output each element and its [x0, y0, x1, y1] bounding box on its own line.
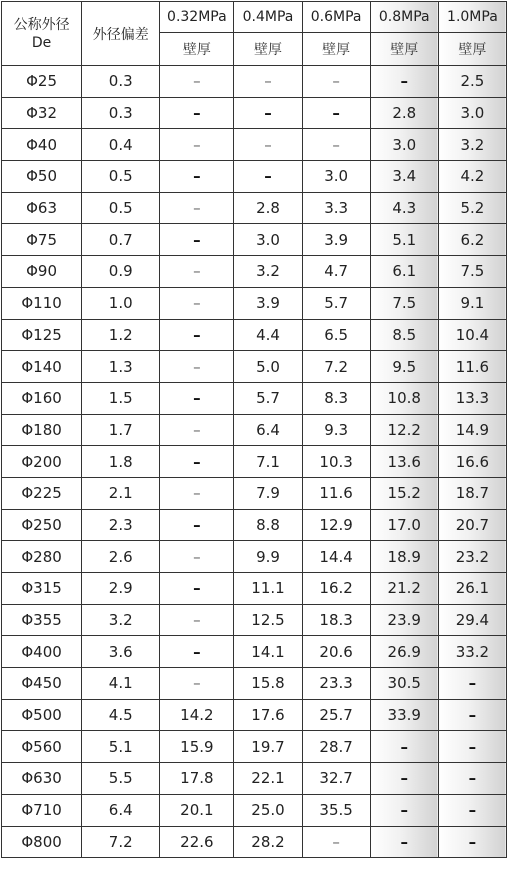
wall-thickness-cell: – [438, 763, 506, 795]
wall-thickness-cell: 15.2 [370, 477, 438, 509]
wall-thickness-cell: 2.8 [370, 97, 438, 129]
wall-thickness-cell: 11.6 [438, 351, 506, 383]
nominal-diameter-cell: Φ25 [2, 66, 82, 98]
tolerance-cell: 5.5 [82, 763, 160, 795]
wall-thickness-cell: 9.9 [234, 541, 302, 573]
header-pressure-0-8: 0.8MPa [370, 2, 438, 33]
wall-thickness-cell: 5.1 [370, 224, 438, 256]
wall-thickness-cell: 13.3 [438, 382, 506, 414]
wall-thickness-cell: – [302, 97, 370, 129]
wall-thickness-cell: – [234, 161, 302, 193]
header-wall-thickness: 壁厚 [234, 33, 302, 66]
wall-thickness-cell: 10.3 [302, 446, 370, 478]
wall-thickness-cell: 26.1 [438, 573, 506, 605]
nominal-diameter-cell: Φ400 [2, 636, 82, 668]
wall-thickness-cell: 6.4 [234, 414, 302, 446]
wall-thickness-cell: – [160, 636, 234, 668]
wall-thickness-cell: 28.2 [234, 826, 302, 858]
table-row [2, 794, 507, 826]
wall-thickness-cell: 10.4 [438, 319, 506, 351]
table-row [2, 97, 507, 129]
wall-thickness-cell: 33.9 [370, 699, 438, 731]
nominal-diameter-cell: Φ315 [2, 573, 82, 605]
wall-thickness-cell: – [160, 97, 234, 129]
tolerance-cell: 1.7 [82, 414, 160, 446]
wall-thickness-cell: 18.9 [370, 541, 438, 573]
tolerance-cell: 5.1 [82, 731, 160, 763]
tolerance-cell: 0.7 [82, 224, 160, 256]
table-row [2, 604, 507, 636]
tolerance-cell: 1.5 [82, 382, 160, 414]
wall-thickness-cell: – [302, 129, 370, 161]
wall-thickness-cell: 14.2 [160, 699, 234, 731]
wall-thickness-cell: 11.1 [234, 573, 302, 605]
table-row [2, 256, 507, 288]
wall-thickness-cell: 5.2 [438, 192, 506, 224]
wall-thickness-cell: 7.5 [370, 287, 438, 319]
wall-thickness-cell: 20.1 [160, 794, 234, 826]
wall-thickness-cell: – [438, 826, 506, 858]
wall-thickness-cell: 14.9 [438, 414, 506, 446]
wall-thickness-cell: – [160, 192, 234, 224]
nominal-diameter-cell: Φ280 [2, 541, 82, 573]
nominal-diameter-cell: Φ630 [2, 763, 82, 795]
wall-thickness-cell: 4.3 [370, 192, 438, 224]
tolerance-cell: 0.5 [82, 192, 160, 224]
tolerance-cell: 4.5 [82, 699, 160, 731]
wall-thickness-cell: – [160, 573, 234, 605]
table-row [2, 636, 507, 668]
wall-thickness-cell: 10.8 [370, 382, 438, 414]
wall-thickness-cell: 29.4 [438, 604, 506, 636]
table-row [2, 477, 507, 509]
tolerance-cell: 0.5 [82, 161, 160, 193]
table-row [2, 763, 507, 795]
wall-thickness-cell: 18.7 [438, 477, 506, 509]
wall-thickness-cell: 23.3 [302, 668, 370, 700]
wall-thickness-cell: 5.7 [302, 287, 370, 319]
nominal-diameter-cell: Φ200 [2, 446, 82, 478]
wall-thickness-cell: 9.3 [302, 414, 370, 446]
table-row [2, 382, 507, 414]
tolerance-cell: 0.3 [82, 97, 160, 129]
wall-thickness-cell: – [234, 66, 302, 98]
table-row [2, 161, 507, 193]
wall-thickness-cell: 2.5 [438, 66, 506, 98]
wall-thickness-cell: 17.8 [160, 763, 234, 795]
table-row [2, 224, 507, 256]
header-wall-thickness: 壁厚 [160, 33, 234, 66]
wall-thickness-cell: 22.1 [234, 763, 302, 795]
wall-thickness-cell: 3.2 [438, 129, 506, 161]
wall-thickness-cell: – [438, 731, 506, 763]
wall-thickness-cell: – [160, 351, 234, 383]
nominal-diameter-cell: Φ32 [2, 97, 82, 129]
wall-thickness-cell: 17.0 [370, 509, 438, 541]
header-nominal-diameter [2, 2, 82, 66]
nominal-diameter-cell: Φ560 [2, 731, 82, 763]
header-pressure-0-6: 0.6MPa [302, 2, 370, 33]
wall-thickness-cell: – [370, 826, 438, 858]
wall-thickness-cell: – [370, 731, 438, 763]
wall-thickness-cell: 13.6 [370, 446, 438, 478]
table-row [2, 351, 507, 383]
wall-thickness-cell: 16.2 [302, 573, 370, 605]
nominal-diameter-cell: Φ75 [2, 224, 82, 256]
nominal-diameter-cell: Φ180 [2, 414, 82, 446]
wall-thickness-cell: – [160, 382, 234, 414]
table-row [2, 319, 507, 351]
wall-thickness-cell: 3.9 [234, 287, 302, 319]
wall-thickness-cell: 32.7 [302, 763, 370, 795]
header-wall-thickness: 壁厚 [438, 33, 506, 66]
tolerance-cell: 6.4 [82, 794, 160, 826]
wall-thickness-cell: 25.0 [234, 794, 302, 826]
nominal-diameter-cell: Φ90 [2, 256, 82, 288]
header-wall-thickness: 壁厚 [370, 33, 438, 66]
wall-thickness-cell: – [370, 763, 438, 795]
wall-thickness-cell: – [160, 319, 234, 351]
wall-thickness-cell: 3.0 [370, 129, 438, 161]
wall-thickness-cell: 12.5 [234, 604, 302, 636]
table-row [2, 414, 507, 446]
wall-thickness-cell: – [302, 66, 370, 98]
wall-thickness-cell: 26.9 [370, 636, 438, 668]
wall-thickness-cell: 5.0 [234, 351, 302, 383]
wall-thickness-cell: – [438, 668, 506, 700]
nominal-diameter-cell: Φ63 [2, 192, 82, 224]
wall-thickness-cell: – [160, 509, 234, 541]
table-row [2, 731, 507, 763]
table-row [2, 446, 507, 478]
wall-thickness-cell: 19.7 [234, 731, 302, 763]
tolerance-cell: 2.9 [82, 573, 160, 605]
wall-thickness-cell: 23.2 [438, 541, 506, 573]
wall-thickness-cell: 12.9 [302, 509, 370, 541]
table-row [2, 287, 507, 319]
nominal-diameter-cell: Φ450 [2, 668, 82, 700]
wall-thickness-cell: 8.8 [234, 509, 302, 541]
wall-thickness-cell: 11.6 [302, 477, 370, 509]
nominal-diameter-cell: Φ160 [2, 382, 82, 414]
wall-thickness-cell: – [160, 668, 234, 700]
wall-thickness-cell: 9.1 [438, 287, 506, 319]
pipe-spec-table [1, 1, 507, 858]
tolerance-cell: 0.9 [82, 256, 160, 288]
wall-thickness-cell: 3.3 [302, 192, 370, 224]
wall-thickness-cell: 9.5 [370, 351, 438, 383]
wall-thickness-cell: 6.1 [370, 256, 438, 288]
wall-thickness-cell: 2.8 [234, 192, 302, 224]
wall-thickness-cell: 23.9 [370, 604, 438, 636]
header-wall-thickness: 壁厚 [302, 33, 370, 66]
header-pressure-0-32: 0.32MPa [160, 2, 234, 33]
wall-thickness-cell: 14.4 [302, 541, 370, 573]
header-nominal-diameter-cn: 公称外径 [13, 16, 70, 33]
tolerance-cell: 0.3 [82, 66, 160, 98]
nominal-diameter-cell: Φ500 [2, 699, 82, 731]
wall-thickness-cell: 3.0 [438, 97, 506, 129]
nominal-diameter-cell: Φ40 [2, 129, 82, 161]
table-row [2, 129, 507, 161]
wall-thickness-cell: – [234, 97, 302, 129]
wall-thickness-cell: 18.3 [302, 604, 370, 636]
table-row [2, 66, 507, 98]
tolerance-cell: 4.1 [82, 668, 160, 700]
tolerance-cell: 1.2 [82, 319, 160, 351]
wall-thickness-cell: 3.4 [370, 161, 438, 193]
tolerance-cell: 1.8 [82, 446, 160, 478]
wall-thickness-cell: – [438, 794, 506, 826]
wall-thickness-cell: – [160, 287, 234, 319]
wall-thickness-cell: 4.4 [234, 319, 302, 351]
wall-thickness-cell: 33.2 [438, 636, 506, 668]
wall-thickness-cell: 20.7 [438, 509, 506, 541]
wall-thickness-cell: 30.5 [370, 668, 438, 700]
header-pressure-0-4: 0.4MPa [234, 2, 302, 33]
nominal-diameter-cell: Φ355 [2, 604, 82, 636]
wall-thickness-cell: 6.5 [302, 319, 370, 351]
nominal-diameter-cell: Φ140 [2, 351, 82, 383]
wall-thickness-cell: 35.5 [302, 794, 370, 826]
wall-thickness-cell: – [370, 794, 438, 826]
wall-thickness-cell: 8.3 [302, 382, 370, 414]
table-row [2, 541, 507, 573]
wall-thickness-cell: 25.7 [302, 699, 370, 731]
wall-thickness-cell: – [160, 414, 234, 446]
wall-thickness-cell: 6.2 [438, 224, 506, 256]
tolerance-cell: 2.6 [82, 541, 160, 573]
wall-thickness-cell: 22.6 [160, 826, 234, 858]
nominal-diameter-cell: Φ125 [2, 319, 82, 351]
table-row [2, 699, 507, 731]
tolerance-cell: 1.3 [82, 351, 160, 383]
tolerance-cell: 0.4 [82, 129, 160, 161]
nominal-diameter-cell: Φ50 [2, 161, 82, 193]
wall-thickness-cell: – [160, 604, 234, 636]
wall-thickness-cell: – [160, 256, 234, 288]
wall-thickness-cell: – [234, 129, 302, 161]
wall-thickness-cell: – [302, 826, 370, 858]
tolerance-cell: 3.6 [82, 636, 160, 668]
nominal-diameter-cell: Φ710 [2, 794, 82, 826]
tolerance-cell: 7.2 [82, 826, 160, 858]
tolerance-cell: 2.3 [82, 509, 160, 541]
wall-thickness-cell: 16.6 [438, 446, 506, 478]
wall-thickness-cell: 7.1 [234, 446, 302, 478]
wall-thickness-cell: – [160, 129, 234, 161]
wall-thickness-cell: 3.2 [234, 256, 302, 288]
nominal-diameter-cell: Φ110 [2, 287, 82, 319]
wall-thickness-cell: – [438, 699, 506, 731]
wall-thickness-cell: 28.7 [302, 731, 370, 763]
wall-thickness-cell: 7.5 [438, 256, 506, 288]
nominal-diameter-cell: Φ225 [2, 477, 82, 509]
header-pressure-1-0: 1.0MPa [438, 2, 506, 33]
wall-thickness-cell: 7.2 [302, 351, 370, 383]
header-diameter-tolerance: 外径偏差 [82, 2, 160, 66]
wall-thickness-cell: – [160, 541, 234, 573]
wall-thickness-cell: 5.7 [234, 382, 302, 414]
wall-thickness-cell: 3.0 [302, 161, 370, 193]
tolerance-cell: 3.2 [82, 604, 160, 636]
wall-thickness-cell: 20.6 [302, 636, 370, 668]
wall-thickness-cell: 3.9 [302, 224, 370, 256]
wall-thickness-cell: – [160, 477, 234, 509]
wall-thickness-cell: – [160, 224, 234, 256]
wall-thickness-cell: – [160, 161, 234, 193]
tolerance-cell: 2.1 [82, 477, 160, 509]
wall-thickness-cell: – [160, 66, 234, 98]
table-row [2, 573, 507, 605]
table-row [2, 668, 507, 700]
table-row [2, 192, 507, 224]
wall-thickness-cell: 17.6 [234, 699, 302, 731]
wall-thickness-cell: 4.2 [438, 161, 506, 193]
wall-thickness-cell: 8.5 [370, 319, 438, 351]
nominal-diameter-cell: Φ250 [2, 509, 82, 541]
header-row-pressure [2, 2, 507, 33]
wall-thickness-cell: 7.9 [234, 477, 302, 509]
header-nominal-diameter-de: De [31, 34, 52, 51]
wall-thickness-cell: 4.7 [302, 256, 370, 288]
table-row [2, 826, 507, 858]
wall-thickness-cell: – [160, 446, 234, 478]
table-row [2, 509, 507, 541]
wall-thickness-cell: 3.0 [234, 224, 302, 256]
wall-thickness-cell: 12.2 [370, 414, 438, 446]
nominal-diameter-cell: Φ800 [2, 826, 82, 858]
wall-thickness-cell: 14.1 [234, 636, 302, 668]
wall-thickness-cell: 15.8 [234, 668, 302, 700]
tolerance-cell: 1.0 [82, 287, 160, 319]
wall-thickness-cell: 21.2 [370, 573, 438, 605]
wall-thickness-cell: – [370, 66, 438, 98]
wall-thickness-cell: 15.9 [160, 731, 234, 763]
